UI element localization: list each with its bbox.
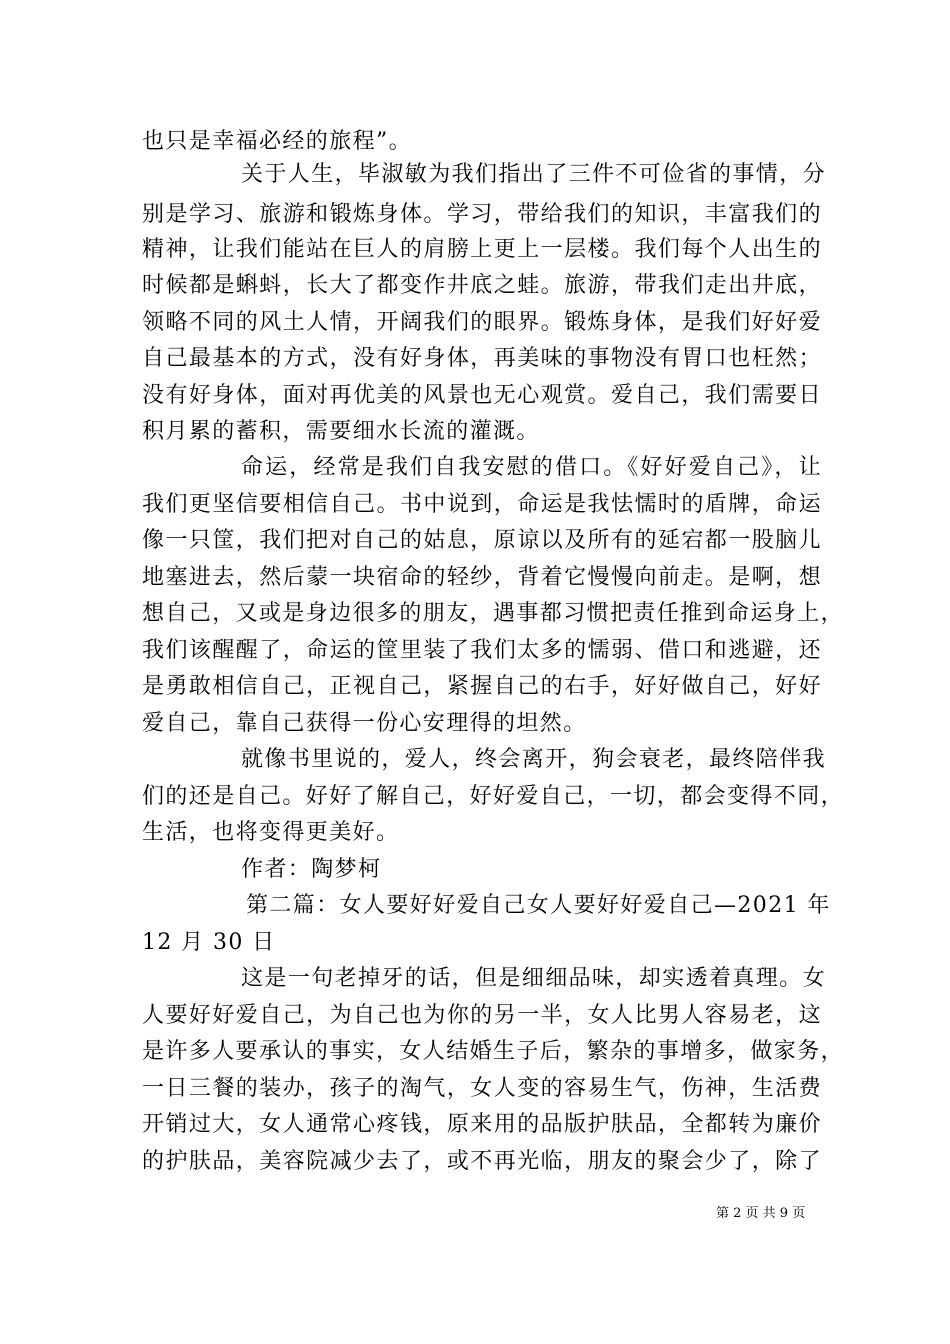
text-line: 生活，也将变得更美好。 — [142, 820, 400, 845]
text-line: 是许多人要承认的事实，女人结婚生子后，繁杂的事增多，做家务， — [142, 1039, 845, 1064]
paragraph-start-line: 关于人生，毕淑敏为我们指出了三件不可俭省的事情，分 — [241, 162, 827, 187]
text-line: 地塞进去，然后蒙一块宿命的轻纱，背着它慢慢向前走。是啊，想 — [142, 565, 822, 590]
text-line: 没有好身体，面对再优美的风景也无心观赏。爱自己，我们需要日 — [142, 383, 822, 408]
text-line: 是勇敢相信自己，正视自己，紧握自己的右手，好好做自己，好好 — [142, 674, 822, 699]
text-line: 自己最基本的方式，没有好身体，再美味的事物没有胃口也枉然； — [142, 346, 822, 371]
paragraph-start-line: 就像书里说的，爱人，终会离开，狗会衰老，最终陪伴我 — [241, 747, 827, 772]
text-line: 一日三餐的装办，孩子的淘气，女人变的容易生气，伤神，生活费 — [142, 1076, 822, 1101]
author-line: 作者：陶梦柯 — [241, 857, 382, 882]
text-line: 也只是幸福必经的旅程”。 — [142, 129, 413, 154]
text-line: 像一只筐，我们把对自己的姑息，原谅以及所有的延宕都一股脑儿 — [142, 528, 822, 553]
text-line: 想自己，又或是身边很多的朋友，遇事都习惯把责任推到命运身上， — [142, 601, 845, 626]
text-line: 们的还是自己。好好了解自己，好好爱自己，一切，都会变得不同， — [142, 784, 845, 809]
paragraph-start-line: 命运，经常是我们自我安慰的借口。《好好爱自己》，让 — [241, 455, 822, 480]
text-line: 爱自己，靠自己获得一份心安理得的坦然。 — [142, 711, 587, 736]
text-line: 开销过大，女人通常心疼钱，原来用的品版护肤品，全都转为廉价 — [142, 1112, 822, 1137]
text-line: 精神，让我们能站在巨人的肩膀上更上一层楼。我们每个人出生的 — [142, 237, 822, 262]
section-heading-date: 12 月 30 日 — [142, 930, 276, 955]
section-heading: 第二篇：女人要好好爱自己女人要好好爱自己—2021 年 — [246, 893, 831, 918]
text-line: 时候都是蝌蚪，长大了都变作井底之蛙。旅游，带我们走出井底， — [142, 273, 822, 298]
text-line: 别是学习、旅游和锻炼身体。学习，带给我们的知识，丰富我们的 — [142, 202, 822, 227]
text-line: 我们更坚信要相信自己。书中说到，命运是我怯懦时的盾牌，命运 — [142, 492, 822, 517]
text-line: 人要好好爱自己，为自己也为你的另一半，女人比男人容易老，这 — [142, 1003, 822, 1028]
paragraph-start-line: 这是一句老掉牙的话，但是细细品味，却实透着真理。女 — [241, 966, 827, 991]
text-line: 我们该醒醒了，命运的筐里装了我们太多的懦弱、借口和逃避，还 — [142, 638, 822, 663]
text-line: 的护肤品，美容院减少去了，或不再光临，朋友的聚会少了，除了 — [142, 1149, 822, 1174]
text-line: 领略不同的风土人情，开阔我们的眼界。锻炼身体，是我们好好爱 — [142, 310, 822, 335]
page-number-footer: 第 2 页 共 9 页 — [716, 1206, 806, 1221]
text-line: 积月累的蓄积，需要细水长流的灌溉。 — [142, 419, 540, 444]
